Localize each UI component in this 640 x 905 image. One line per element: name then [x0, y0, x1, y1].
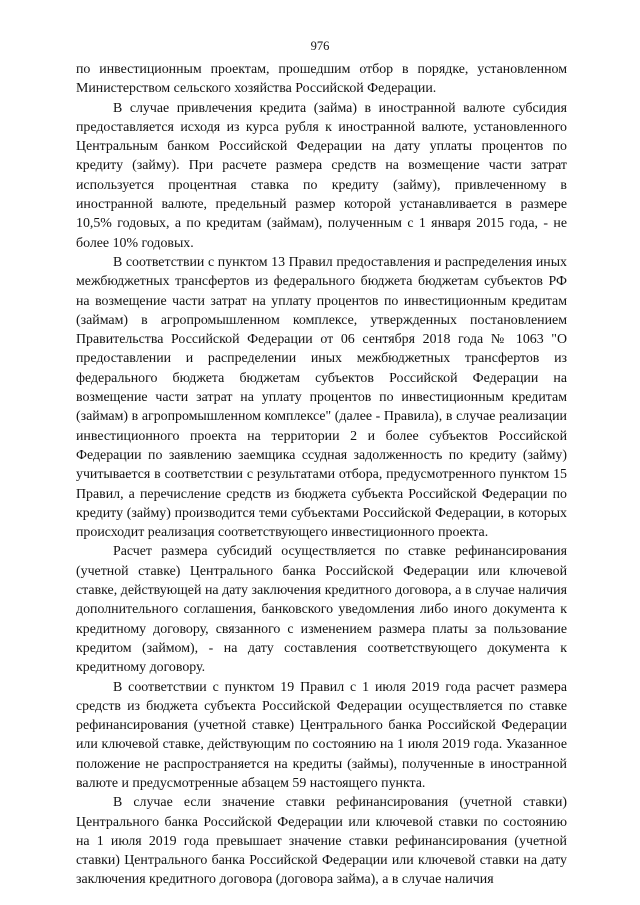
- paragraph: по инвестиционным проектам, прошедшим отбор в порядке, установленном Министерством сельского хозяйства Российской Федерации.: [76, 62, 567, 97]
- paragraph: Расчет размера субсидий осуществляется по ставке рефинансирования (учетной ставке) Центрального банка Российской Федерации или ключевой ставке, действующей на дату заключения кредитного договора, а в случае наличия дополнительного соглашения, банковского уведомления либо иного документа к кредитному договору, связанного с изменением размера платы за пользование кредитом (займом), - на дату составления соответствующего документа к кредитному договору.: [76, 544, 567, 676]
- paragraph: В случае если значение ставки рефинансирования (учетной ставки) Центрального банка Российской Федерации или ключевой ставки по состоянию на 1 июля 2019 года превышает значение ставки рефинансирования (учетной ставки) Центрального банка Российской Федерации или ключевой ставки на дату заключения кредитного договора (договора займа), а в случае наличия: [76, 795, 567, 888]
- paragraph: В соответствии с пунктом 19 Правил с 1 июля 2019 года расчет размера средств из бюджета субъекта Российской Федерации осуществляется по ставке рефинансирования (учетной ставке) Центрального банка Российской Федерации или ключевой ставке, действующим по состоянию на 1 июля 2019 года. Указанное положение не распространяется на кредиты (займы), полученные в иностранной валюте и предусмотренные абзацем 59 настоящего пункта.: [76, 679, 567, 791]
- page-number: 976: [310, 39, 330, 53]
- document-body: [76, 60, 567, 890]
- paragraph: В случае привлечения кредита (займа) в иностранной валюте субсидия предоставляется исходя из курса рубля к иностранной валюте, установленного Центральным банком Российской Федерации на дату уплаты процентов по кредиту (займу). При расчете размера средств на возмещение части затрат используется процентная ставка по кредиту (займу), привлеченному в иностранной валюте, предельный размер которой устанавливается в размере 10,5% годовых, а по кредитам (займам), полученным с 1 января 2015 года, - не более 10% годовых.: [76, 100, 567, 251]
- paragraph: В соответствии с пунктом 13 Правил предоставления и распределения иных межбюджетных трансфертов из федерального бюджета бюджетам субъектов РФ на возмещение части затрат на уплату процентов по инвестиционным кредитам (займам) в агропромышленном комплексе, утвержденных постановлением Правительства Российской Федерации от 06 сентября 2018 года № 1063 "О предоставлении и распределении иных межбюджетных трансфертов из федерального бюджета бюджетам субъектов Российской Федерации на возмещение части затрат на уплату процентов по инвестиционным кредитам (займам) в агропромышленном комплексе" (далее - Правила), в случае реализации инвестиционного проекта на территории 2 и более субъектов Российской Федерации по заявлению заемщика ссудная задолженность по кредиту (займу) учитывается в соответствии с результатами отбора, предусмотренного пунктом 15 Правил, а перечисление средств из бюджета субъекта Российской Федерации по кредиту (займу) производится теми субъектами Российской Федерации, в которых происходит реализация соответствующего инвестиционного проекта.: [76, 254, 567, 541]
